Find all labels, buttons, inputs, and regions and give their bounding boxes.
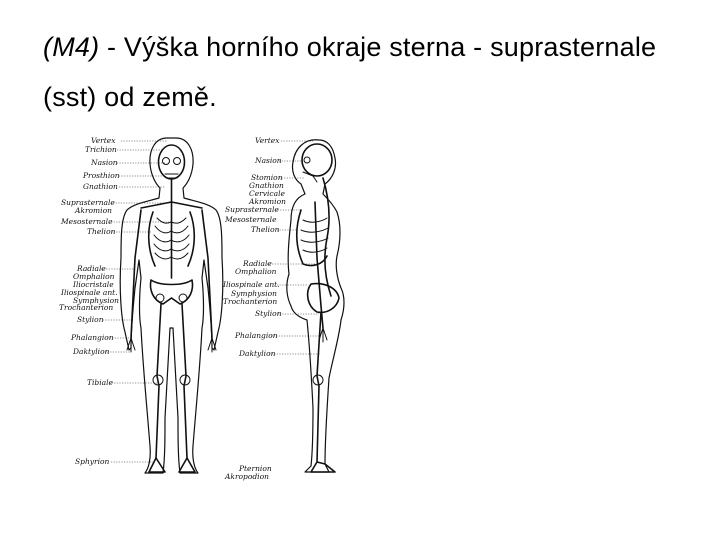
anthropometric-skeleton-figure [55, 128, 385, 486]
front-label: Prosthion [83, 171, 120, 180]
front-label: Daktylion [73, 347, 110, 356]
side-label: Daktylion [239, 349, 276, 358]
front-label: Symphysion [73, 296, 119, 305]
side-label: Stomion [251, 173, 283, 182]
front-label: Akromion [75, 206, 112, 215]
side-label: Suprasternale [225, 205, 279, 214]
side-skeleton-drawing [287, 140, 344, 472]
side-label: Akropodion [225, 472, 269, 481]
side-label: Radiale [243, 259, 272, 268]
side-label: Vertex [255, 136, 280, 145]
front-label: Gnathion [83, 182, 118, 191]
front-label: Sphyrion [75, 457, 110, 466]
front-label: Radiale [77, 264, 106, 273]
front-label: Thelion [87, 227, 116, 236]
side-label: Phalangion [235, 331, 278, 340]
side-label: Stylion [255, 309, 282, 318]
side-label: Omphalion [235, 267, 277, 276]
side-label: Mesosternale [225, 215, 277, 224]
front-label: Mesosternale [61, 217, 113, 226]
front-label: Nasion [91, 158, 118, 167]
side-label: Trochanterion [223, 297, 278, 306]
front-label: Suprasternale [61, 198, 115, 207]
front-label: Trichion [85, 145, 117, 154]
side-label: Cervicale [249, 189, 285, 198]
title-description: - Výška horního okraje sterna - suprasternale (sst) od země. [43, 32, 657, 112]
front-label: Iliocristale [73, 280, 114, 289]
side-label: Nasion [255, 156, 282, 165]
title-measure-code: (M4) [43, 32, 100, 62]
front-label: Iliospinale ant. [61, 288, 118, 297]
side-label-group [222, 136, 321, 481]
side-label: Thelion [251, 225, 280, 234]
side-label: Symphysion [231, 289, 277, 298]
side-label: Akromion [249, 197, 286, 206]
front-skeleton-drawing [120, 138, 223, 473]
slide-title [43, 22, 683, 122]
side-label: Pternion [239, 464, 272, 473]
front-label: Trochanterion [59, 303, 114, 312]
front-label: Vertex [91, 136, 116, 145]
front-label: Phalangion [71, 333, 114, 342]
side-label: Gnathion [249, 181, 284, 190]
front-label: Omphalion [73, 272, 115, 281]
front-label-group [59, 136, 169, 466]
side-label: Iliospinale ant. [223, 280, 280, 289]
front-label: Tibiale [87, 378, 113, 387]
front-label: Stylion [77, 315, 104, 324]
